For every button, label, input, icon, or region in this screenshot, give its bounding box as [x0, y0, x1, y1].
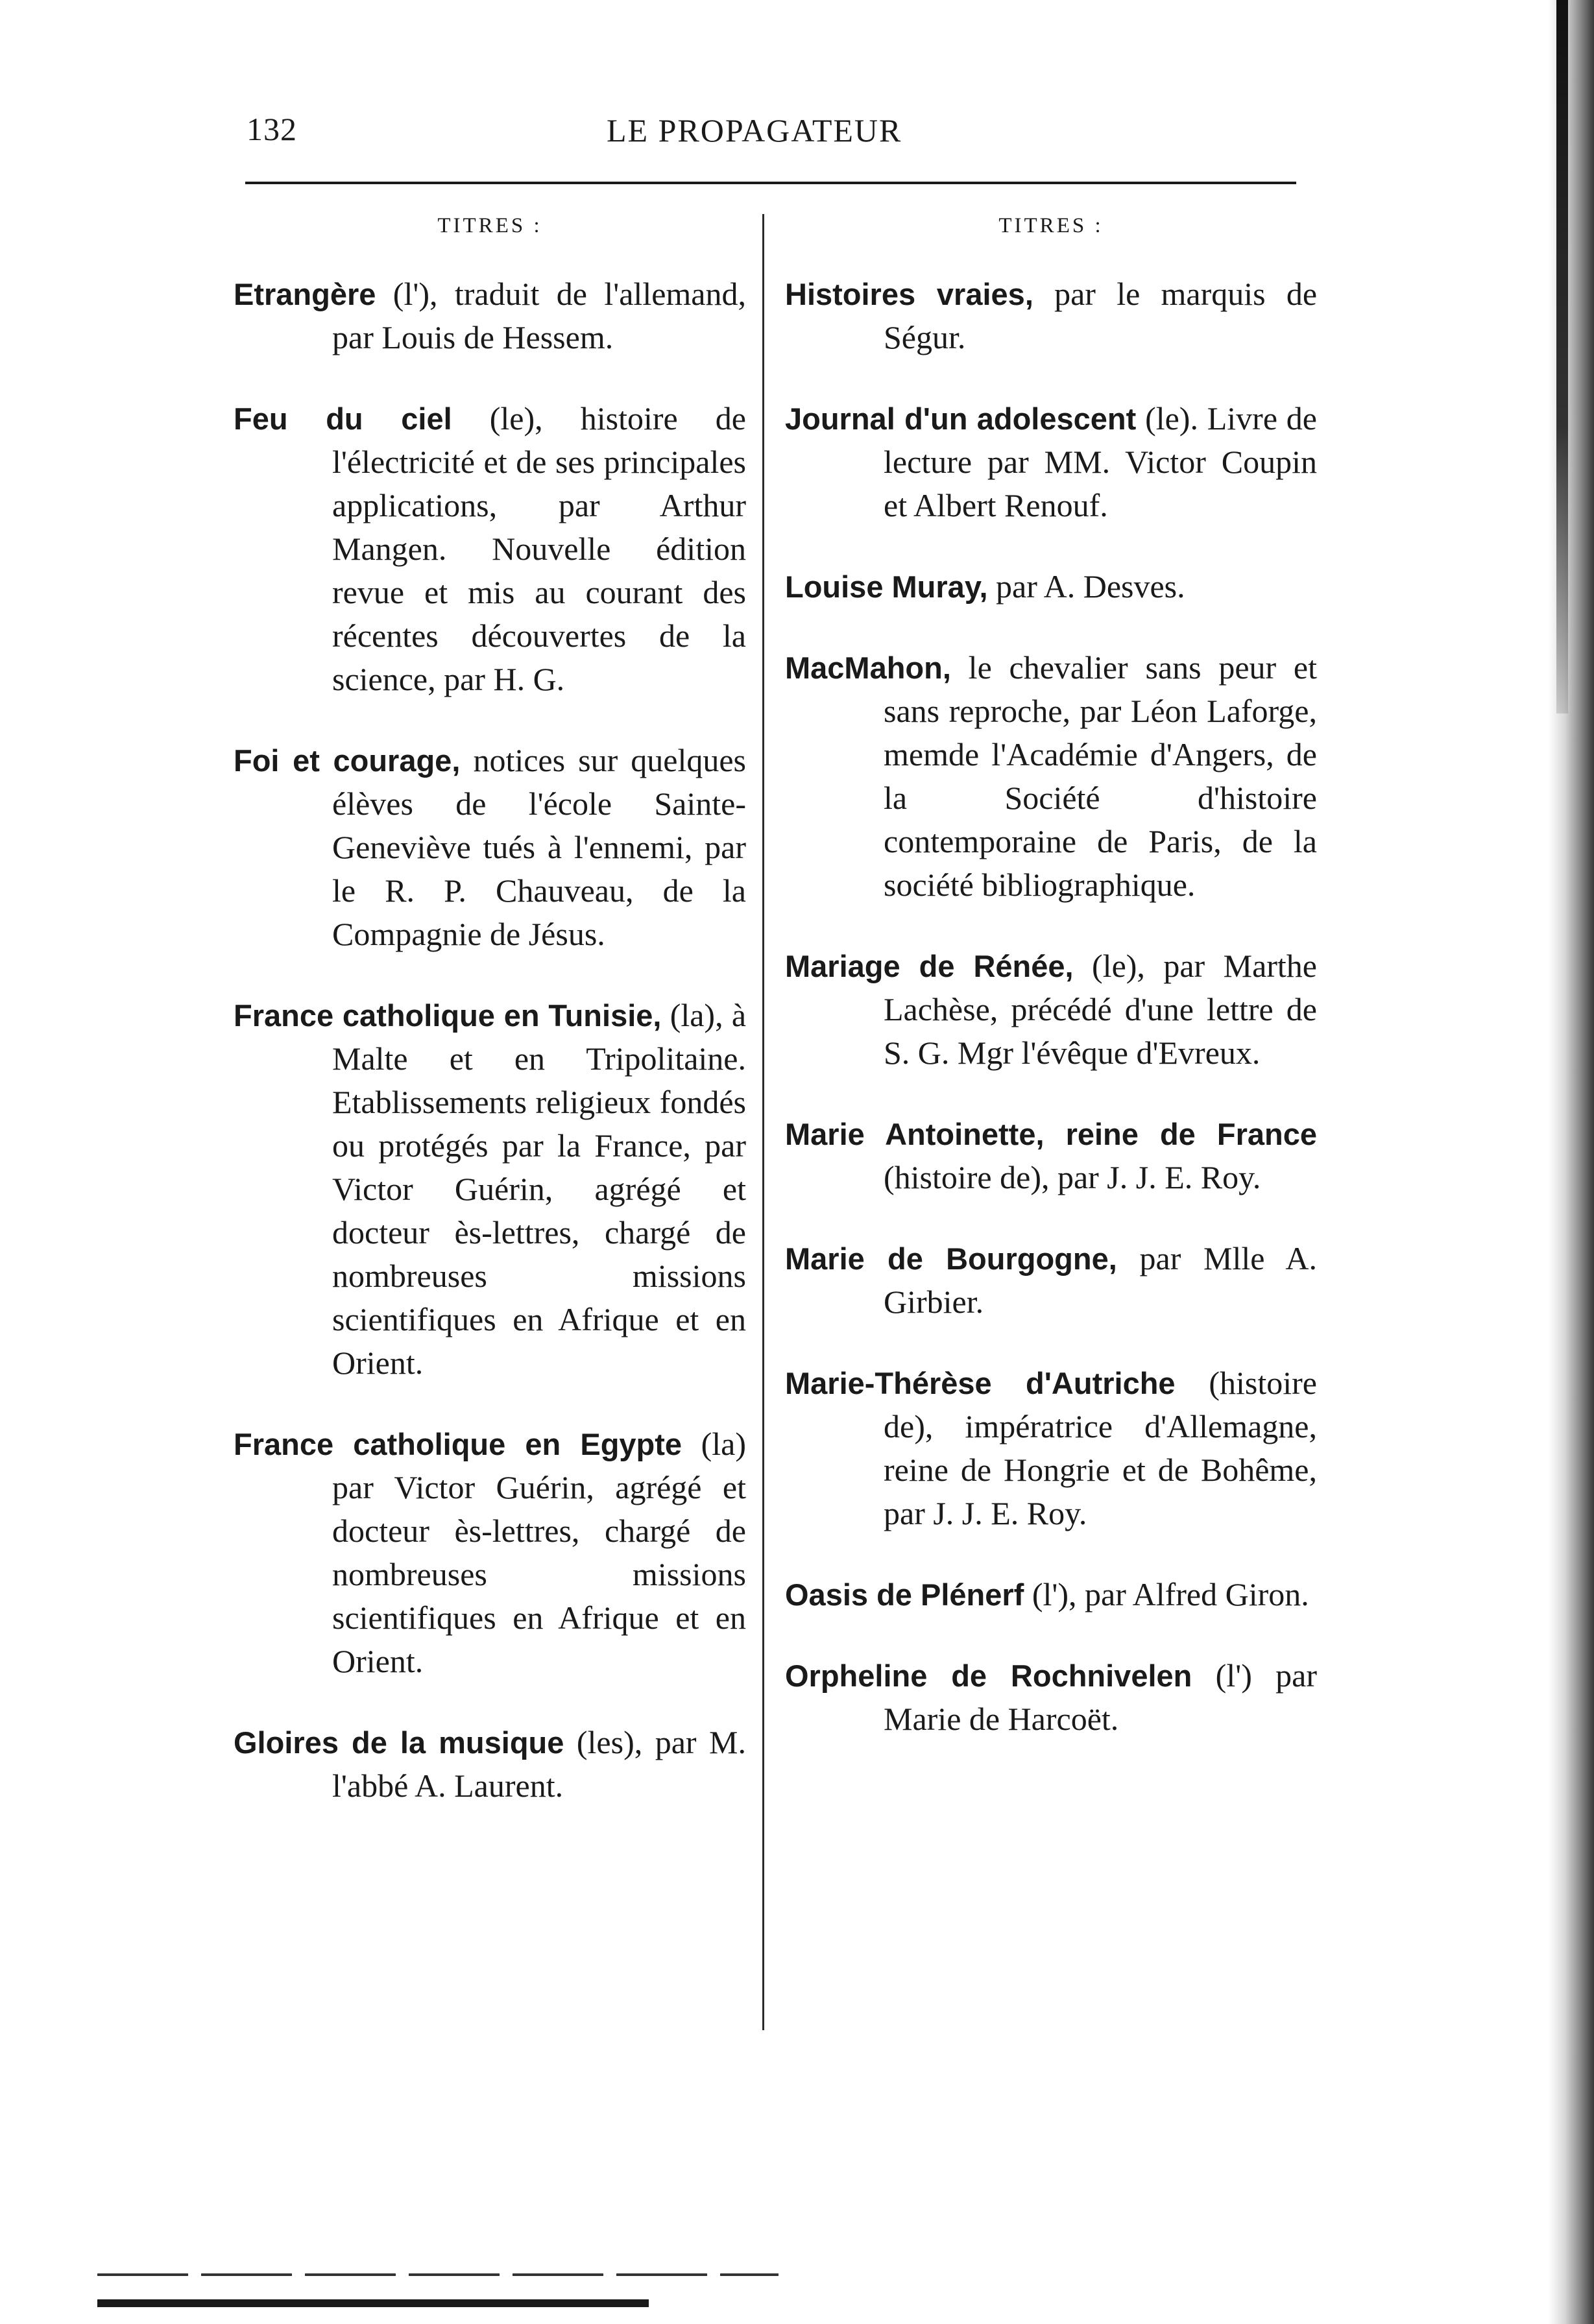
title-entry	[785, 646, 1317, 907]
entry-title: France catholique en Egypte	[234, 1427, 682, 1461]
entry-title: Marie de Bourgogne,	[785, 1241, 1117, 1276]
title-entry	[234, 397, 746, 701]
entry-description: (l'), traduit de l'allemand, par Louis de Hessem.	[332, 276, 746, 355]
entry-title: France catholique en Tunisie,	[234, 998, 662, 1033]
column-divider	[762, 214, 764, 2030]
entry-title: Mariage de Rénée,	[785, 949, 1074, 983]
column-heading: TITRES :	[998, 214, 1104, 237]
title-entry	[234, 1721, 746, 1808]
entry-description: (le). Livre de lecture par MM. Victor Coupin et Albert Renouf.	[884, 400, 1317, 523]
title-entry	[234, 994, 746, 1385]
entry-title: Feu du ciel	[234, 401, 452, 436]
entry-description: (le), par Marthe Lachèse, précédé d'une lettre de S. G. Mgr l'évêque d'Evreux.	[884, 948, 1317, 1071]
title-entry	[785, 1573, 1317, 1616]
entry-title: Foi et courage,	[234, 743, 461, 778]
footer-rule	[97, 2299, 649, 2307]
entry-title: MacMahon,	[785, 651, 951, 685]
header-rule	[245, 182, 1296, 184]
page-binding-shadow	[1556, 0, 1568, 713]
entry-title: Gloires de la musique	[234, 1725, 564, 1760]
left-column	[234, 214, 746, 1845]
title-entry	[234, 272, 746, 359]
entry-description: par Mlle A. Girbier.	[884, 1240, 1317, 1320]
entry-description: (les), par M. l'abbé A. Laurent.	[332, 1724, 746, 1804]
title-entry	[785, 565, 1317, 608]
entry-description: notices sur quelques élèves de l'école Sainte-Geneviève tués à l'ennemi, par le R. P. Chauveau, de la Compagnie de Jésus.	[332, 742, 747, 952]
title-entry	[785, 1654, 1317, 1741]
entry-title: Journal d'un adolescent	[785, 401, 1137, 436]
title-entry	[785, 944, 1317, 1075]
entry-title: Orpheline de Rochnivelen	[785, 1659, 1192, 1693]
page-scan-edge	[1549, 0, 1594, 2324]
entry-description: par le marquis de Ségur.	[884, 276, 1318, 355]
entry-title: Marie-Thérèse d'Autriche	[785, 1366, 1176, 1400]
entry-title: Etrangère	[234, 277, 376, 311]
title-entry	[785, 397, 1317, 527]
title-entry	[785, 1361, 1317, 1535]
entry-description: (histoire de), par J. J. E. Roy.	[884, 1159, 1261, 1195]
page-number: 132	[247, 111, 297, 147]
entry-description: (le), histoire de l'électricité et de ses principales applications, par Arthur Mangen. Nouvelle édition revue et mis au courant des récentes découvertes de la science, par H. G.	[332, 400, 746, 697]
running-title: LE PROPAGATEUR	[607, 112, 902, 149]
entry-description: (histoire de), impératrice d'Allemagne, reine de Hongrie et de Bohême, par J. J. E. Roy.	[884, 1365, 1317, 1531]
entry-description: (la), à Malte et en Tripolitaine. Etablissements religieux fondés ou protégés par la France, par Victor Guérin, agrégé et docteur ès-lettres, chargé de nombreuses missions scientifiques en Afrique et en Orient.	[332, 997, 747, 1381]
entry-description: (l'), par Alfred Giron.	[1024, 1576, 1309, 1612]
title-entry	[234, 1422, 746, 1683]
title-entry	[785, 272, 1317, 359]
title-entry	[785, 1112, 1317, 1199]
entry-description: (l') par Marie de Harcoët.	[884, 1657, 1317, 1737]
title-entry	[234, 739, 746, 956]
entry-title: Oasis de Plénerf	[785, 1577, 1024, 1612]
column-heading: TITRES :	[437, 214, 542, 237]
page-header	[247, 104, 1298, 162]
entry-description: le chevalier sans peur et sans reproche, par Léon Laforge, memde l'Académie d'Angers, de la Société d'histoire contemporaine de Paris, de la société bibliographique.	[884, 649, 1317, 903]
entry-description: (la) par Victor Guérin, agrégé et docteur ès-lettres, chargé de nombreuses missions scientifiques en Afrique et en Orient.	[332, 1426, 746, 1679]
entry-title: Marie Antoinette, reine de France	[785, 1117, 1317, 1151]
entry-description: par A. Desves.	[987, 568, 1185, 605]
entry-title: Histoires vraies,	[785, 277, 1033, 311]
entry-title: Louise Muray,	[785, 569, 988, 604]
footer-dashed-rule	[97, 2273, 779, 2276]
right-column	[785, 214, 1317, 1779]
title-entry	[785, 1237, 1317, 1324]
